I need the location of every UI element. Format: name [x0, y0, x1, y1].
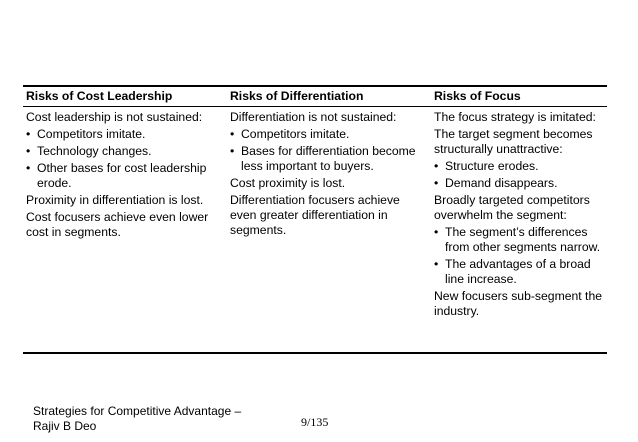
bullet-item [434, 257, 612, 287]
paragraph: New focusers sub-segment the industry. [434, 289, 602, 318]
bullet-text: Technology changes. [37, 144, 152, 158]
column-focus [434, 89, 612, 321]
paragraph: The target segment becomes structurally unattractive: [434, 127, 593, 156]
page-number: 9/135 [301, 415, 329, 429]
bullet-item [434, 176, 612, 191]
footer-caption [33, 404, 241, 434]
paragraph: Cost leadership is not sustained: [26, 110, 203, 124]
paragraph: Broadly targeted competitors overwhelm the segment: [434, 193, 590, 222]
column-cost-leadership [26, 89, 216, 242]
bullet-text: The advantages of a broad line increase. [445, 257, 591, 286]
paragraph: Differentiation is not sustained: [230, 110, 397, 124]
table-bottom-rule [23, 352, 607, 354]
bullet-text: Competitors imitate. [241, 127, 350, 141]
bullet-text: Competitors imitate. [37, 127, 146, 141]
bullet-text: Structure erodes. [445, 159, 539, 173]
paragraph: Cost focusers achieve even lower cost in segments. [26, 210, 209, 239]
bullet-item [230, 127, 420, 142]
bullet-icon: • [26, 127, 31, 141]
bullet-icon: • [26, 161, 31, 175]
paragraph: Proximity in differentiation is lost. [26, 193, 204, 207]
footer-title: Strategies for Competitive Advantage – [33, 404, 242, 418]
bullet-item [26, 127, 216, 142]
bullet-icon: • [230, 144, 235, 158]
column-header: Risks of Focus [434, 89, 521, 103]
bullet-item [26, 144, 216, 159]
paragraph: The focus strategy is imitated: [434, 110, 596, 124]
bullet-icon: • [434, 176, 439, 190]
column-items [230, 110, 420, 238]
bullet-item [230, 144, 420, 174]
bullet-text: Bases for differentiation become less important to buyers. [241, 144, 416, 173]
paragraph: Cost proximity is lost. [230, 176, 346, 190]
bullet-icon: • [26, 144, 31, 158]
bullet-text: The segment’s differences from other segments narrow. [445, 225, 601, 254]
column-header: Risks of Cost Leadership [26, 89, 173, 103]
column-differentiation [230, 89, 420, 240]
bullet-text: Other bases for cost leadership erode. [37, 161, 207, 190]
bullet-icon: • [434, 159, 439, 173]
table-top-rule [23, 85, 607, 87]
bullet-item [26, 161, 216, 191]
bullet-text: Demand disappears. [445, 176, 558, 190]
bullet-icon: • [230, 127, 235, 141]
column-items [26, 110, 216, 240]
bullet-icon: • [434, 257, 439, 271]
paragraph: Differentiation focusers achieve even greater differentiation in segments. [230, 193, 400, 237]
bullet-item [434, 159, 612, 174]
footer-author: Rajiv B Deo [33, 419, 97, 433]
column-items [434, 110, 612, 319]
bullet-icon: • [434, 225, 439, 239]
bullet-item [434, 225, 612, 255]
column-header: Risks of Differentiation [230, 89, 364, 103]
